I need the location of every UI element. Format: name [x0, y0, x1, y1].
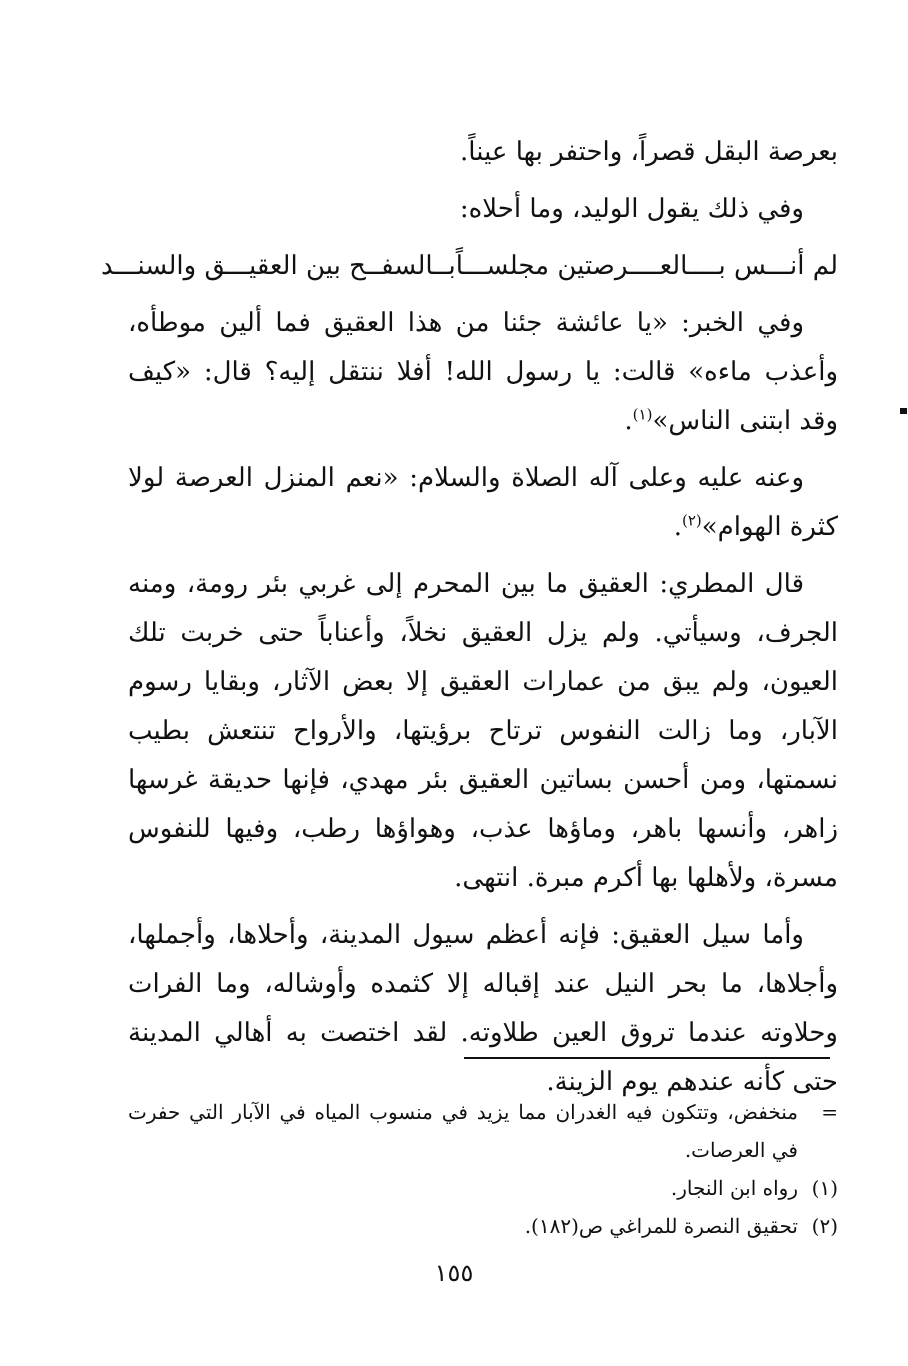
verse-first-hemistich: لم أنـــس بــــالعــــرصتين مجلســـاً [455, 251, 838, 281]
poetry-verse [100, 242, 838, 291]
paragraph-3-end: . [624, 406, 633, 436]
footnote-1 [128, 1169, 838, 1207]
paragraph-3 [128, 299, 838, 446]
paragraph-4 [128, 454, 838, 552]
footnote-2 [128, 1207, 838, 1245]
footnote-ref-2: (٢) [681, 511, 702, 530]
paragraph-6: وأما سيل العقيق: فإنه أعظم سيول المدينة، وأحلاها، وأجملها، وأجلاها، ما بحر النيل عند إقباله إلا كثمده وأوشاله، وما الفرات وحلاوته عندما تروق العين طلاوته. لقد اختصت به أهالي المدينة حتى كأنه عندهم يوم الزينة. [128, 920, 838, 1097]
footnote-text: منخفض، وتتكون فيه الغدران مما يزيد في منسوب المياه في الآبار التي حفرت في العرصات. [128, 1100, 798, 1162]
paragraph-2: وفي ذلك يقول الوليد، وما أحلاه: [459, 194, 804, 224]
footnote-ref-1: (١) [632, 405, 653, 424]
footnote-text: تحقيق النصرة للمراغي ص(١٨٢). [524, 1214, 798, 1238]
paragraph-3-text: وفي الخبر: «يا عائشة جئنا من هذا العقيق فما ألين موطأه، وأعذب ماءه» قالت: يا رسول الله! أفلا ننتقل إليه؟ قال: «كيف وقد ابتنى الناس» [128, 308, 838, 436]
footnotes [128, 1093, 838, 1245]
scan-mark [900, 408, 907, 414]
paragraph-4-end: . [673, 512, 682, 542]
page-number: ١٥٥ [434, 1259, 474, 1287]
footnote-mark: (١) [811, 1176, 838, 1200]
verse-second-hemistich: بــالسفــح بين العقيـــق والسنـــد [100, 251, 456, 281]
footnote-mark: (٢) [811, 1214, 838, 1238]
paragraph-1: بعرصة البقل قصراً، واحتفر بها عيناً. [460, 137, 838, 167]
footnote-mark: = [821, 1100, 838, 1124]
footnote-separator [464, 1057, 830, 1059]
paragraph-5: قال المطري: العقيق ما بين المحرم إلى غربي بئر رومة، ومنه الجرف، وسيأتي. ولم يزل العقيق نخلاً، وأعناباً حتى خربت تلك العيون، ولم يبق من عمارات العقيق إلا بعض الآثار، وبقايا رسوم الآبار، وما زالت النفوس ترتاح برؤيتها، والأرواح تنتعش بطيب نسمتها، ومن أحسن بساتين العقيق بئر مهدي، فإنها حديقة غرسها زاهر، وأنسها باهر، وماؤها عذب، وهواؤها رطب، وفيها للنفوس مسرة، ولأهلها بها أكرم مبرة. انتهى. [128, 569, 838, 893]
paragraph-4-text: وعنه عليه وعلى آله الصلاة والسلام: «نعم المنزل العرصة لولا كثرة الهوام» [128, 463, 838, 542]
footnote-text: رواه ابن النجار. [670, 1176, 798, 1200]
main-text [100, 128, 838, 1115]
footnote-continued [128, 1093, 838, 1169]
